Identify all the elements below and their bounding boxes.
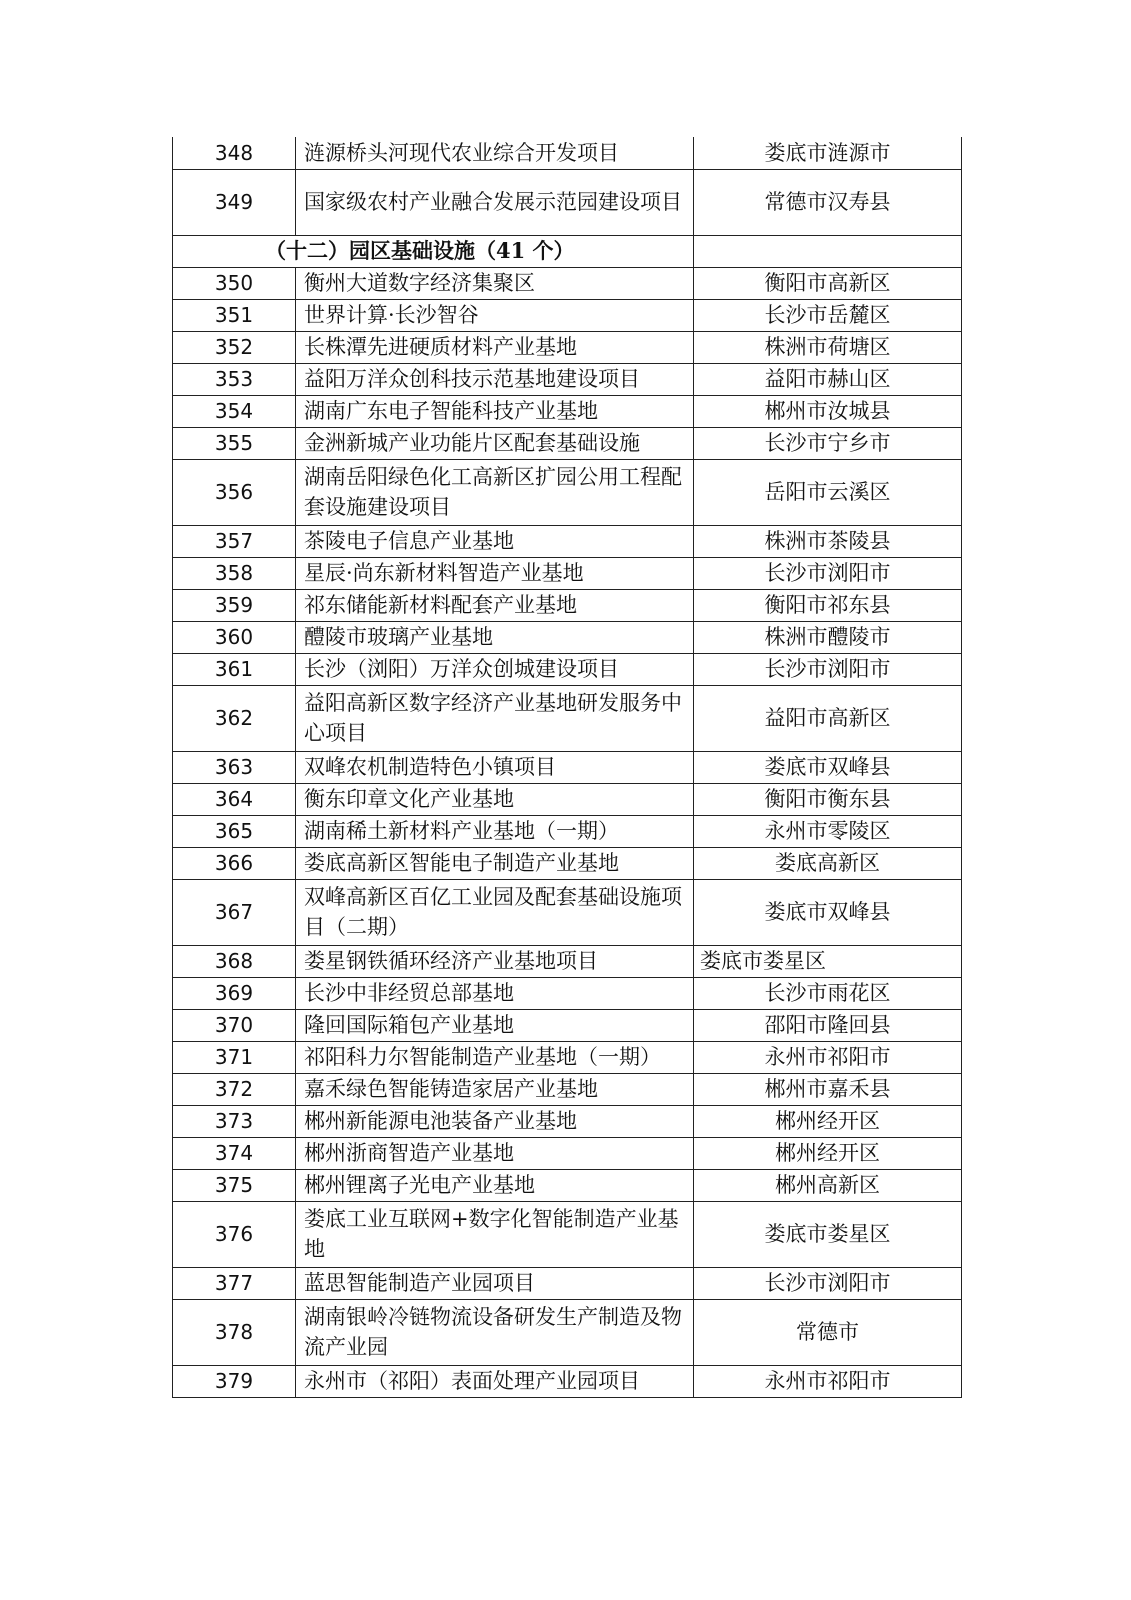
project-location: 郴州市嘉禾县	[694, 1073, 962, 1105]
project-location: 长沙市浏阳市	[694, 1267, 962, 1299]
project-name: 双峰农机制造特色小镇项目	[296, 751, 694, 783]
project-name: 嘉禾绿色智能铸造家居产业基地	[296, 1073, 694, 1105]
project-name: 涟源桥头河现代农业综合开发项目	[296, 137, 694, 169]
project-location: 郴州经开区	[694, 1137, 962, 1169]
section-title: （十二）园区基础设施（41 个）	[173, 235, 694, 267]
row-number: 367	[173, 879, 296, 945]
row-number: 353	[173, 363, 296, 395]
row-number: 357	[173, 525, 296, 557]
row-number: 356	[173, 459, 296, 525]
project-location: 长沙市岳麓区	[694, 299, 962, 331]
row-number: 371	[173, 1041, 296, 1073]
row-number: 348	[173, 137, 296, 169]
row-number: 352	[173, 331, 296, 363]
project-location: 岳阳市云溪区	[694, 459, 962, 525]
table-row	[173, 363, 962, 395]
table-row	[173, 1041, 962, 1073]
project-name: 长株潭先进硬质材料产业基地	[296, 331, 694, 363]
project-location: 娄底市娄星区	[694, 945, 962, 977]
row-number: 373	[173, 1105, 296, 1137]
table-row	[173, 783, 962, 815]
table-row	[173, 459, 962, 525]
table-body-after	[173, 267, 962, 1397]
project-location: 永州市零陵区	[694, 815, 962, 847]
project-name: 金洲新城产业功能片区配套基础设施	[296, 427, 694, 459]
row-number: 378	[173, 1299, 296, 1365]
project-name: 衡州大道数字经济集聚区	[296, 267, 694, 299]
row-number: 358	[173, 557, 296, 589]
row-number: 374	[173, 1137, 296, 1169]
project-location: 常德市汉寿县	[694, 169, 962, 235]
table-row	[173, 589, 962, 621]
project-location: 娄底市娄星区	[694, 1201, 962, 1267]
project-location: 娄底市涟源市	[694, 137, 962, 169]
project-name: 长沙中非经贸总部基地	[296, 977, 694, 1009]
project-location: 娄底市双峰县	[694, 751, 962, 783]
row-number: 359	[173, 589, 296, 621]
row-number: 377	[173, 1267, 296, 1299]
row-number: 368	[173, 945, 296, 977]
project-table	[172, 137, 962, 1398]
project-name: 长沙（浏阳）万洋众创城建设项目	[296, 653, 694, 685]
project-location: 娄底高新区	[694, 847, 962, 879]
table-row	[173, 1137, 962, 1169]
project-name: 湖南广东电子智能科技产业基地	[296, 395, 694, 427]
project-name: 蓝思智能制造产业园项目	[296, 1267, 694, 1299]
project-location: 株洲市茶陵县	[694, 525, 962, 557]
project-location: 郴州市汝城县	[694, 395, 962, 427]
table-row	[173, 427, 962, 459]
project-location: 邵阳市隆回县	[694, 1009, 962, 1041]
row-number: 369	[173, 977, 296, 1009]
table-row	[173, 879, 962, 945]
project-location: 株洲市醴陵市	[694, 621, 962, 653]
row-number: 350	[173, 267, 296, 299]
project-name: 祁阳科力尔智能制造产业基地（一期）	[296, 1041, 694, 1073]
table-row	[173, 1169, 962, 1201]
row-number: 362	[173, 685, 296, 751]
project-name: 祁东储能新材料配套产业基地	[296, 589, 694, 621]
section-empty-cell	[694, 235, 962, 267]
table-row	[173, 395, 962, 427]
project-name: 国家级农村产业融合发展示范园建设项目	[296, 169, 694, 235]
row-number: 370	[173, 1009, 296, 1041]
project-location: 娄底市双峰县	[694, 879, 962, 945]
project-location: 益阳市赫山区	[694, 363, 962, 395]
table-row	[173, 1299, 962, 1365]
row-number: 355	[173, 427, 296, 459]
row-number: 361	[173, 653, 296, 685]
project-name: 湖南稀土新材料产业基地（一期）	[296, 815, 694, 847]
table-row	[173, 267, 962, 299]
project-name: 娄底工业互联网+数字化智能制造产业基地	[296, 1201, 694, 1267]
row-number: 349	[173, 169, 296, 235]
project-location: 株洲市荷塘区	[694, 331, 962, 363]
project-name: 星辰·尚东新材料智造产业基地	[296, 557, 694, 589]
project-location: 长沙市宁乡市	[694, 427, 962, 459]
row-number: 363	[173, 751, 296, 783]
project-name: 郴州锂离子光电产业基地	[296, 1169, 694, 1201]
table-row	[173, 621, 962, 653]
project-name: 娄底高新区智能电子制造产业基地	[296, 847, 694, 879]
project-location: 衡阳市祁东县	[694, 589, 962, 621]
project-location: 长沙市浏阳市	[694, 557, 962, 589]
table-row	[173, 653, 962, 685]
project-location: 长沙市浏阳市	[694, 653, 962, 685]
table-row	[173, 685, 962, 751]
table-row	[173, 815, 962, 847]
row-number: 365	[173, 815, 296, 847]
project-location: 郴州高新区	[694, 1169, 962, 1201]
project-name: 湖南银岭冷链物流设备研发生产制造及物流产业园	[296, 1299, 694, 1365]
project-location: 常德市	[694, 1299, 962, 1365]
section-header-row	[173, 235, 962, 267]
row-number: 375	[173, 1169, 296, 1201]
table-row	[173, 331, 962, 363]
table-row	[173, 525, 962, 557]
table-row	[173, 1009, 962, 1041]
project-location: 衡阳市衡东县	[694, 783, 962, 815]
table-row	[173, 751, 962, 783]
project-name: 娄星钢铁循环经济产业基地项目	[296, 945, 694, 977]
project-name: 双峰高新区百亿工业园及配套基础设施项 目（二期）	[296, 879, 694, 945]
table-row	[173, 945, 962, 977]
row-number: 364	[173, 783, 296, 815]
table-row	[173, 557, 962, 589]
table-row	[173, 169, 962, 235]
table-row	[173, 977, 962, 1009]
table-row	[173, 137, 962, 169]
project-name: 益阳高新区数字经济产业基地研发服务中心项目	[296, 685, 694, 751]
table-row	[173, 1365, 962, 1397]
table-body-before	[173, 137, 962, 235]
project-name: 益阳万洋众创科技示范基地建设项目	[296, 363, 694, 395]
row-number: 360	[173, 621, 296, 653]
table-row	[173, 847, 962, 879]
row-number: 372	[173, 1073, 296, 1105]
row-number: 354	[173, 395, 296, 427]
project-name: 茶陵电子信息产业基地	[296, 525, 694, 557]
project-name: 郴州新能源电池装备产业基地	[296, 1105, 694, 1137]
project-name: 世界计算·长沙智谷	[296, 299, 694, 331]
row-number: 379	[173, 1365, 296, 1397]
table-row	[173, 1105, 962, 1137]
project-name: 郴州浙商智造产业基地	[296, 1137, 694, 1169]
row-number: 351	[173, 299, 296, 331]
project-name: 衡东印章文化产业基地	[296, 783, 694, 815]
project-name: 永州市（祁阳）表面处理产业园项目	[296, 1365, 694, 1397]
project-name: 隆回国际箱包产业基地	[296, 1009, 694, 1041]
section-body	[173, 235, 962, 267]
project-location: 长沙市雨花区	[694, 977, 962, 1009]
project-location: 益阳市高新区	[694, 685, 962, 751]
project-location: 永州市祁阳市	[694, 1365, 962, 1397]
table-row	[173, 1073, 962, 1105]
table-row	[173, 1201, 962, 1267]
project-location: 衡阳市高新区	[694, 267, 962, 299]
table-row	[173, 299, 962, 331]
row-number: 366	[173, 847, 296, 879]
row-number: 376	[173, 1201, 296, 1267]
project-name: 湖南岳阳绿色化工高新区扩园公用工程配套设施建设项目	[296, 459, 694, 525]
project-location: 郴州经开区	[694, 1105, 962, 1137]
table-row	[173, 1267, 962, 1299]
project-name: 醴陵市玻璃产业基地	[296, 621, 694, 653]
project-location: 永州市祁阳市	[694, 1041, 962, 1073]
